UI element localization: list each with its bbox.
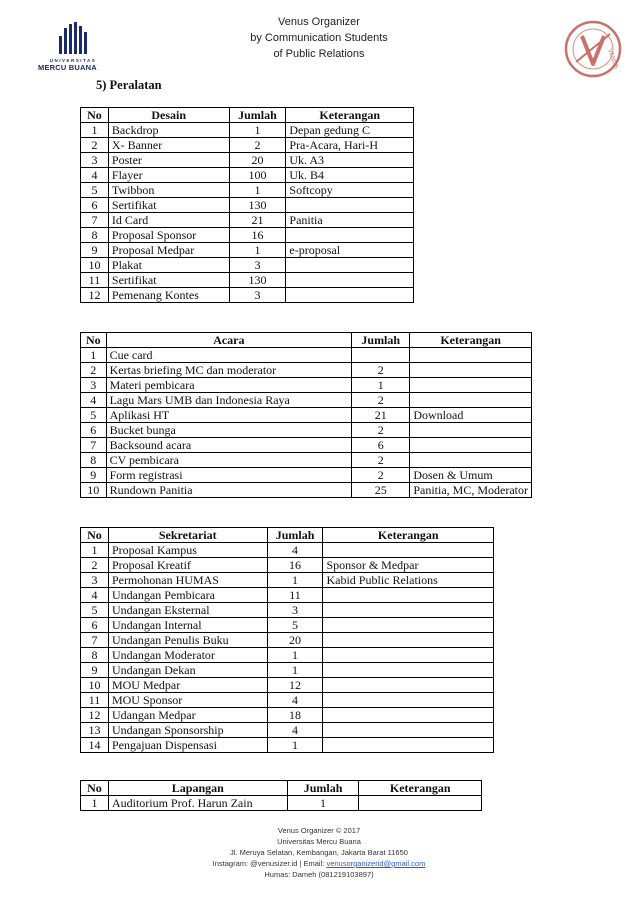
cell-item: Auditorium Prof. Harun Zain xyxy=(108,796,287,811)
cell-jumlah: 1 xyxy=(229,123,286,138)
table-row xyxy=(81,243,414,258)
footer-university: Universitas Mercu Buana xyxy=(277,837,361,846)
header-lapangan: Lapangan xyxy=(108,781,287,796)
cell-keterangan xyxy=(323,588,494,603)
header-desain: Desain xyxy=(108,108,229,123)
cell-no: 11 xyxy=(81,273,109,288)
cell-jumlah: 1 xyxy=(287,796,359,811)
venus-emblem-icon xyxy=(562,18,624,80)
cell-keterangan xyxy=(323,738,494,753)
header-no: No xyxy=(81,781,109,796)
cell-keterangan: Panitia xyxy=(286,213,414,228)
cell-jumlah: 18 xyxy=(267,708,323,723)
cell-no: 2 xyxy=(81,558,109,573)
header-no: No xyxy=(81,528,109,543)
cell-keterangan xyxy=(323,633,494,648)
cell-item: Pengajuan Dispensasi xyxy=(108,738,267,753)
table-row xyxy=(81,138,414,153)
cell-keterangan xyxy=(410,423,532,438)
table-row xyxy=(81,573,494,588)
cell-keterangan: Depan gedung C xyxy=(286,123,414,138)
header-line-3: of Public Relations xyxy=(273,48,365,60)
cell-item: Undangan Dekan xyxy=(108,663,267,678)
cell-keterangan xyxy=(323,618,494,633)
cell-no: 5 xyxy=(81,183,109,198)
cell-no: 6 xyxy=(81,618,109,633)
cell-keterangan xyxy=(410,393,532,408)
cell-keterangan xyxy=(323,543,494,558)
table-row xyxy=(81,378,532,393)
cell-keterangan xyxy=(286,258,414,273)
sekretariat-table xyxy=(80,527,494,753)
cell-item: Undangan Sponsorship xyxy=(108,723,267,738)
cell-jumlah: 130 xyxy=(229,273,286,288)
cell-no: 3 xyxy=(81,153,109,168)
table-row xyxy=(81,348,532,363)
desain-table-body xyxy=(81,123,414,303)
table-row xyxy=(81,723,494,738)
table-header-row xyxy=(81,781,482,796)
cell-jumlah: 11 xyxy=(267,588,323,603)
cell-no: 8 xyxy=(81,648,109,663)
cell-no: 9 xyxy=(81,663,109,678)
table-row xyxy=(81,123,414,138)
table-row xyxy=(81,423,532,438)
cell-keterangan: Uk. A3 xyxy=(286,153,414,168)
cell-item: Proposal Sponsor xyxy=(108,228,229,243)
cell-keterangan xyxy=(286,228,414,243)
cell-jumlah: 100 xyxy=(229,168,286,183)
cell-no: 4 xyxy=(81,588,109,603)
header-acara: Acara xyxy=(106,333,352,348)
cell-keterangan xyxy=(323,723,494,738)
cell-no: 3 xyxy=(81,378,107,393)
cell-jumlah: 16 xyxy=(267,558,323,573)
cell-item: Pemenang Kontes xyxy=(108,288,229,303)
venus-logo xyxy=(562,18,624,80)
cell-no: 9 xyxy=(81,243,109,258)
table-row xyxy=(81,633,494,648)
table-row xyxy=(81,558,494,573)
table-row xyxy=(81,408,532,423)
cell-item: Permohonan HUMAS xyxy=(108,573,267,588)
acara-table-body xyxy=(81,348,532,498)
cell-no: 10 xyxy=(81,483,107,498)
cell-no: 5 xyxy=(81,408,107,423)
cell-no: 12 xyxy=(81,288,109,303)
cell-item: Proposal Kreatif xyxy=(108,558,267,573)
cell-keterangan xyxy=(323,708,494,723)
cell-no: 6 xyxy=(81,198,109,213)
cell-keterangan xyxy=(323,648,494,663)
footer-copyright: Venus Organizer © 2017 xyxy=(277,826,361,835)
table-header-row xyxy=(81,108,414,123)
cell-jumlah: 12 xyxy=(267,678,323,693)
cell-jumlah: 2 xyxy=(352,423,410,438)
cell-item: Rundown Panitia xyxy=(106,483,352,498)
cell-item: Undangan Penulis Buku xyxy=(108,633,267,648)
cell-keterangan: Dosen & Umum xyxy=(410,468,532,483)
table-row xyxy=(81,168,414,183)
cell-item: Aplikasi HT xyxy=(106,408,352,423)
cell-jumlah: 3 xyxy=(229,258,286,273)
header-keterangan: Keterangan xyxy=(410,333,532,348)
cell-no: 13 xyxy=(81,723,109,738)
cell-jumlah: 4 xyxy=(267,723,323,738)
cell-no: 10 xyxy=(81,678,109,693)
header-sekretariat: Sekretariat xyxy=(108,528,267,543)
cell-jumlah: 1 xyxy=(229,183,286,198)
cell-item: Twibbon xyxy=(108,183,229,198)
cell-jumlah: 1 xyxy=(267,738,323,753)
cell-jumlah: 1 xyxy=(267,663,323,678)
cell-keterangan: Download xyxy=(410,408,532,423)
cell-no: 4 xyxy=(81,168,109,183)
table-row xyxy=(81,213,414,228)
header-keterangan: Keterangan xyxy=(323,528,494,543)
cell-keterangan: Kabid Public Relations xyxy=(323,573,494,588)
table-row xyxy=(81,153,414,168)
cell-keterangan: Panitia, MC, Moderator xyxy=(410,483,532,498)
cell-item: CV pembicara xyxy=(106,453,352,468)
cell-item: MOU Medpar xyxy=(108,678,267,693)
cell-no: 2 xyxy=(81,138,109,153)
table-row xyxy=(81,258,414,273)
cell-item: X- Banner xyxy=(108,138,229,153)
cell-item: Bucket bunga xyxy=(106,423,352,438)
cell-keterangan xyxy=(323,693,494,708)
logo-right-text: VENUS xyxy=(605,48,619,70)
cell-item: Undangan Internal xyxy=(108,618,267,633)
header-keterangan: Keterangan xyxy=(359,781,482,796)
table-row xyxy=(81,183,414,198)
cell-no: 10 xyxy=(81,258,109,273)
table-row xyxy=(81,483,532,498)
cell-keterangan: Softcopy xyxy=(286,183,414,198)
cell-item: Sertifikat xyxy=(108,273,229,288)
cell-jumlah: 2 xyxy=(352,468,410,483)
footer-email-link[interactable]: venusorganizerid@gmail.com xyxy=(326,859,426,868)
cell-jumlah: 2 xyxy=(352,363,410,378)
logo-left-sub: UNIVERSITAS xyxy=(49,58,97,63)
cell-keterangan xyxy=(323,678,494,693)
cell-no: 1 xyxy=(81,543,109,558)
footer-contact xyxy=(0,858,638,869)
table-row xyxy=(81,738,494,753)
cell-jumlah: 20 xyxy=(267,633,323,648)
table-header-row xyxy=(81,528,494,543)
cell-jumlah: 1 xyxy=(267,648,323,663)
cell-jumlah: 2 xyxy=(352,453,410,468)
cell-keterangan xyxy=(410,378,532,393)
footer-instagram: Instagram: @venusizer.id | Email: xyxy=(212,859,327,868)
cell-no: 11 xyxy=(81,693,109,708)
cell-no: 1 xyxy=(81,796,109,811)
table-row xyxy=(81,228,414,243)
cell-item: Udangan Medpar xyxy=(108,708,267,723)
cell-jumlah: 21 xyxy=(352,408,410,423)
cell-keterangan: Pra-Acara, Hari-H xyxy=(286,138,414,153)
logo-left-text: MERCU BUANA xyxy=(38,63,97,72)
cell-item: Cue card xyxy=(106,348,352,363)
cell-keterangan xyxy=(323,663,494,678)
header-no: No xyxy=(81,108,109,123)
cell-item: Form registrasi xyxy=(106,468,352,483)
cell-jumlah: 1 xyxy=(352,378,410,393)
header-jumlah: Jumlah xyxy=(229,108,286,123)
footer-address: Jl. Meruya Selatan, Kembangan, Jakarta Barat 11650 xyxy=(230,848,408,857)
cell-item: Proposal Kampus xyxy=(108,543,267,558)
acara-table xyxy=(80,332,532,498)
header-jumlah: Jumlah xyxy=(287,781,359,796)
cell-item: Flayer xyxy=(108,168,229,183)
table-row xyxy=(81,273,414,288)
cell-jumlah: 25 xyxy=(352,483,410,498)
cell-keterangan xyxy=(410,438,532,453)
desain-table xyxy=(80,107,414,303)
table-row xyxy=(81,438,532,453)
cell-jumlah: 1 xyxy=(267,573,323,588)
table-row xyxy=(81,393,532,408)
cell-item: Proposal Medpar xyxy=(108,243,229,258)
cell-jumlah xyxy=(352,348,410,363)
cell-jumlah: 3 xyxy=(267,603,323,618)
lapangan-table-body xyxy=(81,796,482,811)
table-header-row xyxy=(81,333,532,348)
cell-no: 9 xyxy=(81,468,107,483)
cell-no: 8 xyxy=(81,453,107,468)
cell-item: Backsound acara xyxy=(106,438,352,453)
cell-keterangan xyxy=(286,288,414,303)
cell-jumlah: 3 xyxy=(229,288,286,303)
table-row xyxy=(81,648,494,663)
cell-item: Undangan Moderator xyxy=(108,648,267,663)
cell-jumlah: 2 xyxy=(352,393,410,408)
cell-item: Lagu Mars UMB dan Indonesia Raya xyxy=(106,393,352,408)
cell-jumlah: 2 xyxy=(229,138,286,153)
cell-item: Backdrop xyxy=(108,123,229,138)
header-jumlah: Jumlah xyxy=(352,333,410,348)
sekretariat-table-body xyxy=(81,543,494,753)
document-header xyxy=(0,14,638,62)
cell-item: Sertifikat xyxy=(108,198,229,213)
table-row xyxy=(81,468,532,483)
header-keterangan: Keterangan xyxy=(286,108,414,123)
header-line-1: Venus Organizer xyxy=(278,16,360,28)
cell-jumlah: 21 xyxy=(229,213,286,228)
table-row xyxy=(81,663,494,678)
table-row xyxy=(81,796,482,811)
section-title: 5) Peralatan xyxy=(96,78,162,92)
cell-no: 6 xyxy=(81,423,107,438)
table-row xyxy=(81,618,494,633)
header-jumlah: Jumlah xyxy=(267,528,323,543)
cell-keterangan: Uk. B4 xyxy=(286,168,414,183)
table-row xyxy=(81,588,494,603)
cell-keterangan xyxy=(359,796,482,811)
cell-no: 14 xyxy=(81,738,109,753)
cell-keterangan xyxy=(323,603,494,618)
cell-no: 5 xyxy=(81,603,109,618)
cell-jumlah: 4 xyxy=(267,543,323,558)
cell-keterangan: e-proposal xyxy=(286,243,414,258)
cell-no: 1 xyxy=(81,123,109,138)
table-row xyxy=(81,708,494,723)
cell-jumlah: 20 xyxy=(229,153,286,168)
table-row xyxy=(81,453,532,468)
cell-keterangan xyxy=(410,453,532,468)
cell-item: Undangan Eksternal xyxy=(108,603,267,618)
cell-item: MOU Sponsor xyxy=(108,693,267,708)
header-line-2: by Communication Students xyxy=(250,32,388,44)
cell-item: Undangan Pembicara xyxy=(108,588,267,603)
cell-jumlah: 6 xyxy=(352,438,410,453)
table-row xyxy=(81,693,494,708)
table-row xyxy=(81,363,532,378)
cell-item: Id Card xyxy=(108,213,229,228)
lapangan-table xyxy=(80,780,482,811)
cell-keterangan xyxy=(410,363,532,378)
cell-no: 7 xyxy=(81,633,109,648)
table-row xyxy=(81,603,494,618)
table-row xyxy=(81,678,494,693)
cell-no: 7 xyxy=(81,213,109,228)
cell-no: 7 xyxy=(81,438,107,453)
header-no: No xyxy=(81,333,107,348)
table-row xyxy=(81,288,414,303)
cell-jumlah: 1 xyxy=(229,243,286,258)
cell-no: 12 xyxy=(81,708,109,723)
cell-no: 3 xyxy=(81,573,109,588)
cell-no: 1 xyxy=(81,348,107,363)
cell-keterangan xyxy=(410,348,532,363)
document-footer xyxy=(0,825,638,880)
cell-item: Materi pembicara xyxy=(106,378,352,393)
cell-keterangan xyxy=(286,198,414,213)
cell-keterangan xyxy=(286,273,414,288)
cell-item: Poster xyxy=(108,153,229,168)
cell-item: Plakat xyxy=(108,258,229,273)
cell-keterangan: Sponsor & Medpar xyxy=(323,558,494,573)
cell-jumlah: 4 xyxy=(267,693,323,708)
cell-jumlah: 5 xyxy=(267,618,323,633)
cell-jumlah: 130 xyxy=(229,198,286,213)
footer-humas: Humas: Dameh (081219103897) xyxy=(264,870,374,879)
cell-no: 4 xyxy=(81,393,107,408)
cell-no: 8 xyxy=(81,228,109,243)
cell-no: 2 xyxy=(81,363,107,378)
cell-jumlah: 16 xyxy=(229,228,286,243)
cell-item: Kertas briefing MC dan moderator xyxy=(106,363,352,378)
table-row xyxy=(81,198,414,213)
table-row xyxy=(81,543,494,558)
